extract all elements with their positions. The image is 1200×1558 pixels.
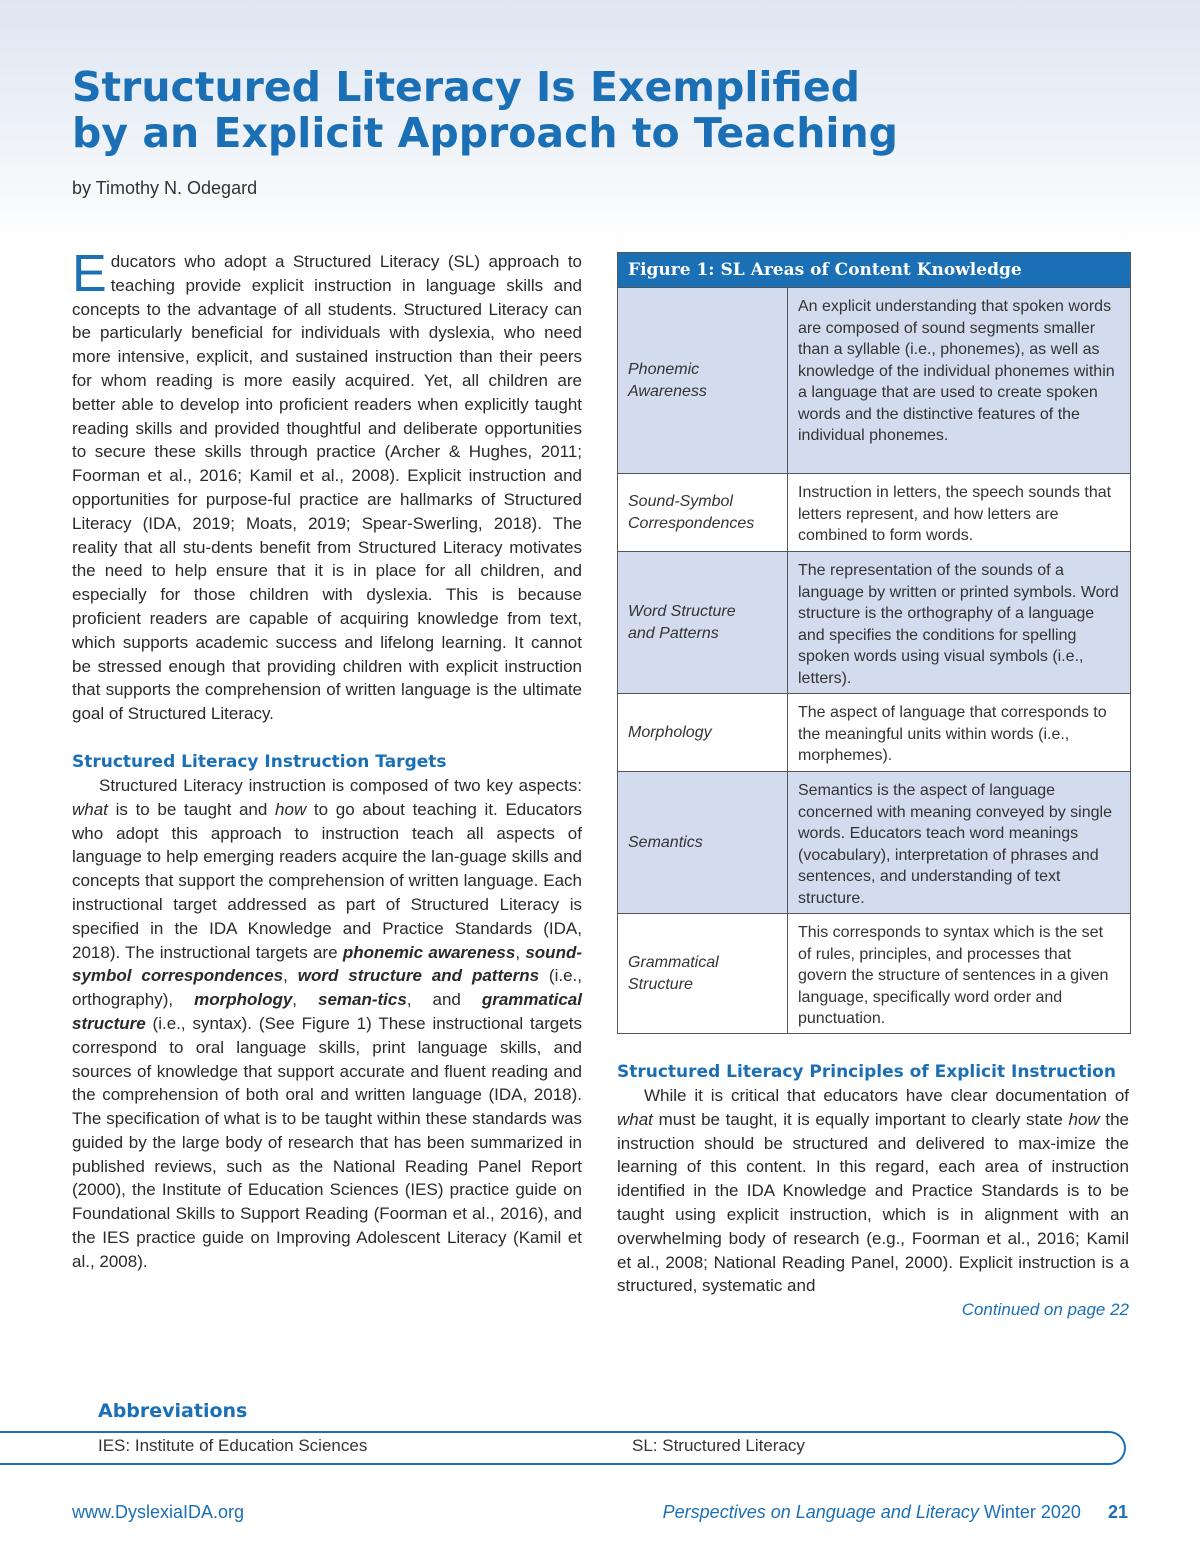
byline: by Timothy N. Odegard — [72, 178, 258, 198]
target-semantics: seman-tics — [317, 990, 407, 1010]
abbreviation-item: IES: Institute of Education Sciences — [98, 1436, 368, 1455]
footer-website[interactable]: www.DyslexiaIDA.org — [72, 1502, 245, 1522]
figure-term — [618, 914, 788, 1033]
text-run: must be taught, it is equally important to clearly state — [652, 1109, 1069, 1129]
term-label: Grammatical Structure — [628, 953, 719, 993]
term-label: Semantics — [628, 833, 703, 851]
figure-term — [618, 772, 788, 913]
term-label: Word Structure and Patterns — [628, 602, 736, 642]
target-sound-symbol: sound-symbol correspondences — [72, 942, 582, 986]
section-heading-principles: Structured Literacy Principles of Explicit Instruction — [617, 1062, 1116, 1082]
principles-paragraph — [617, 1084, 1129, 1298]
figure-row — [618, 551, 1130, 693]
intro-paragraph — [72, 245, 582, 726]
targets-paragraph — [72, 774, 582, 1274]
figure-definition: Instruction in letters, the speech sounds that letters represent, and how letters are combined to form words. — [798, 484, 1112, 544]
figure-definition: This corresponds to syntax which is the set of rules, principles, and processes that govern the structure of sentences in a given language, specifically word order and punctuation. — [798, 924, 1109, 1027]
text-run: While it is critical that educators have clear documentation of — [644, 1086, 1129, 1105]
target-phonemic-awareness: phonemic awareness — [342, 942, 516, 962]
target-word-structure: word structure and patterns — [297, 966, 540, 986]
text-run: the instruction should be structured and delivered to max-imize the learning of this content. In this regard, each area of instruction identified in the IDA Knowledge and Practice Standards is to be taught using explicit instruction, which is in alignment with an overwhelming body of research (e.g., Foorman et al., 2016; Kamil et al., 2008; National Reading Panel, 2000). Explicit instruction is a structured, systematic and — [617, 1109, 1129, 1296]
left-column — [72, 245, 582, 1274]
text-run: , — [283, 966, 298, 986]
text-run: , and — [406, 990, 482, 1010]
footer-publication — [663, 1502, 1128, 1523]
text-run: , — [292, 990, 318, 1010]
abbreviations-title: Abbreviations — [98, 1400, 248, 1422]
text-run: , — [515, 942, 526, 962]
figure-term — [618, 552, 788, 693]
figure-row — [618, 473, 1130, 551]
emphasis-how: how — [275, 799, 307, 819]
text-run: to go about teaching it. Educators who adopt this approach to instruction teach all aspects of language to help emerging readers acquire the lan-guage skills and concepts that support the comprehension of written language. Each instructional target addressed as part of Structured Literacy is specified in the IDA Knowledge and Practice Standards (IDA, 2018). The instructional targets are — [72, 799, 582, 962]
page-number: 21 — [1107, 1502, 1128, 1522]
drop-cap: E — [72, 245, 107, 303]
figure-term — [618, 694, 788, 771]
text-run: (i.e., orthography), — [72, 966, 582, 1010]
figure-definition: Semantics is the aspect of language concerned with meaning conveyed by single words. Educators teach word meanings (vocabulary), interpretation of phrases and sentences, and understanding of text structure. — [798, 782, 1112, 907]
emphasis-what: what — [72, 799, 108, 819]
figure-term — [618, 474, 788, 551]
text-run: Structured Literacy instruction is composed of two key aspects: — [99, 775, 582, 795]
section-heading-targets: Structured Literacy Instruction Targets — [72, 751, 447, 772]
figure-row — [618, 287, 1130, 473]
figure-definition: An explicit understanding that spoken words are composed of sound segments smaller than a syllable (i.e., phonemes), as well as knowledge of the individual phonemes within a language that are used to create spoken words and the distinctive features of the individual phonemes. — [798, 298, 1115, 444]
target-morphology: morphology — [194, 990, 293, 1010]
term-label: Sound-Symbol Correspondences — [628, 492, 755, 532]
title-line-1: Structured Literacy Is Exemplified — [72, 63, 860, 111]
emphasis-what: what — [617, 1109, 653, 1129]
figure-row — [618, 693, 1130, 771]
figure-1-table — [617, 252, 1131, 1034]
abbreviation-item: SL: Structured Literacy — [632, 1436, 805, 1455]
figure-term — [618, 288, 788, 473]
figure-definition: The aspect of language that corresponds to the meaningful units within words (i.e., morphemes). — [798, 704, 1107, 764]
figure-row — [618, 913, 1130, 1033]
text-run: is to be taught and — [107, 799, 276, 819]
figure-row — [618, 771, 1130, 913]
right-column — [617, 1060, 1129, 1322]
issue-label: Winter 2020 — [983, 1502, 1081, 1522]
text-run: (i.e., syntax). (See Figure 1) These instructional targets correspond to oral language skills, print language skills, and sources of knowledge that support accurate and fluent reading and the comprehension of both oral and written language (IDA, 2018). The specification of what is to be taught within these standards was guided by the large body of research that has been summarized in published reviews, such as the National Reading Panel Report (2000), the Institute of Education Sciences (IES) practice guide on Foundational Skills to Support Reading (Foorman et al., 2016), and the IES practice guide on Improving Adolescent Literacy (Kamil et al., 2008). — [72, 1013, 582, 1271]
figure-title: Figure 1: SL Areas of Content Knowledge — [618, 253, 1130, 287]
intro-text: ducators who adopt a Structured Literacy (SL) approach to teaching provide explicit instruction in language skills and concepts to the advantage of all students. Structured Literacy can be particularly beneficial for individuals with dyslexia, who need more intensive, explicit, and sustained instruction than their peers for whom reading is more easily acquired. Yet, all children are better able to develop into proficient readers when explicitly taught reading skills and provided thoughtful and deliberate opportunities to secure these skills through practice (Archer & Hughes, 2011; Foorman et al., 2016; Kamil et al., 2008). Explicit instruction and opportunities for purpose-ful practice are hallmarks of Structured Literacy (IDA, 2019; Moats, 2019; Spear-Swerling, 2018). The reality that all stu-dents benefit from Structured Literacy motivates the need to help ensure that it is in place for all children, and especially for those children with dyslexia. This is because proficient readers are capable of acquiring knowledge from text, which supports academic success and lifelong learning. It cannot be stressed enough that providing children with explicit instruction that supports the comprehension of written language is the ultimate goal of Structured Literacy. — [72, 252, 582, 724]
continued-link[interactable]: Continued on page 22 — [961, 1300, 1129, 1320]
journal-name: Perspectives on Language and Literacy — [662, 1502, 979, 1522]
figure-definition: The representation of the sounds of a language by written or printed symbols. Word structure is the orthography of a language and specifies the conditions for spelling spoken words using visual symbols (i.e., letters). — [798, 562, 1119, 687]
term-label: Phonemic Awareness — [628, 360, 707, 400]
term-label: Morphology — [628, 723, 712, 741]
emphasis-how: how — [1068, 1109, 1100, 1129]
target-grammatical-structure: grammatical structure — [72, 990, 582, 1033]
article-title — [72, 64, 972, 156]
title-line-2: by an Explicit Approach to Teaching — [72, 109, 898, 157]
